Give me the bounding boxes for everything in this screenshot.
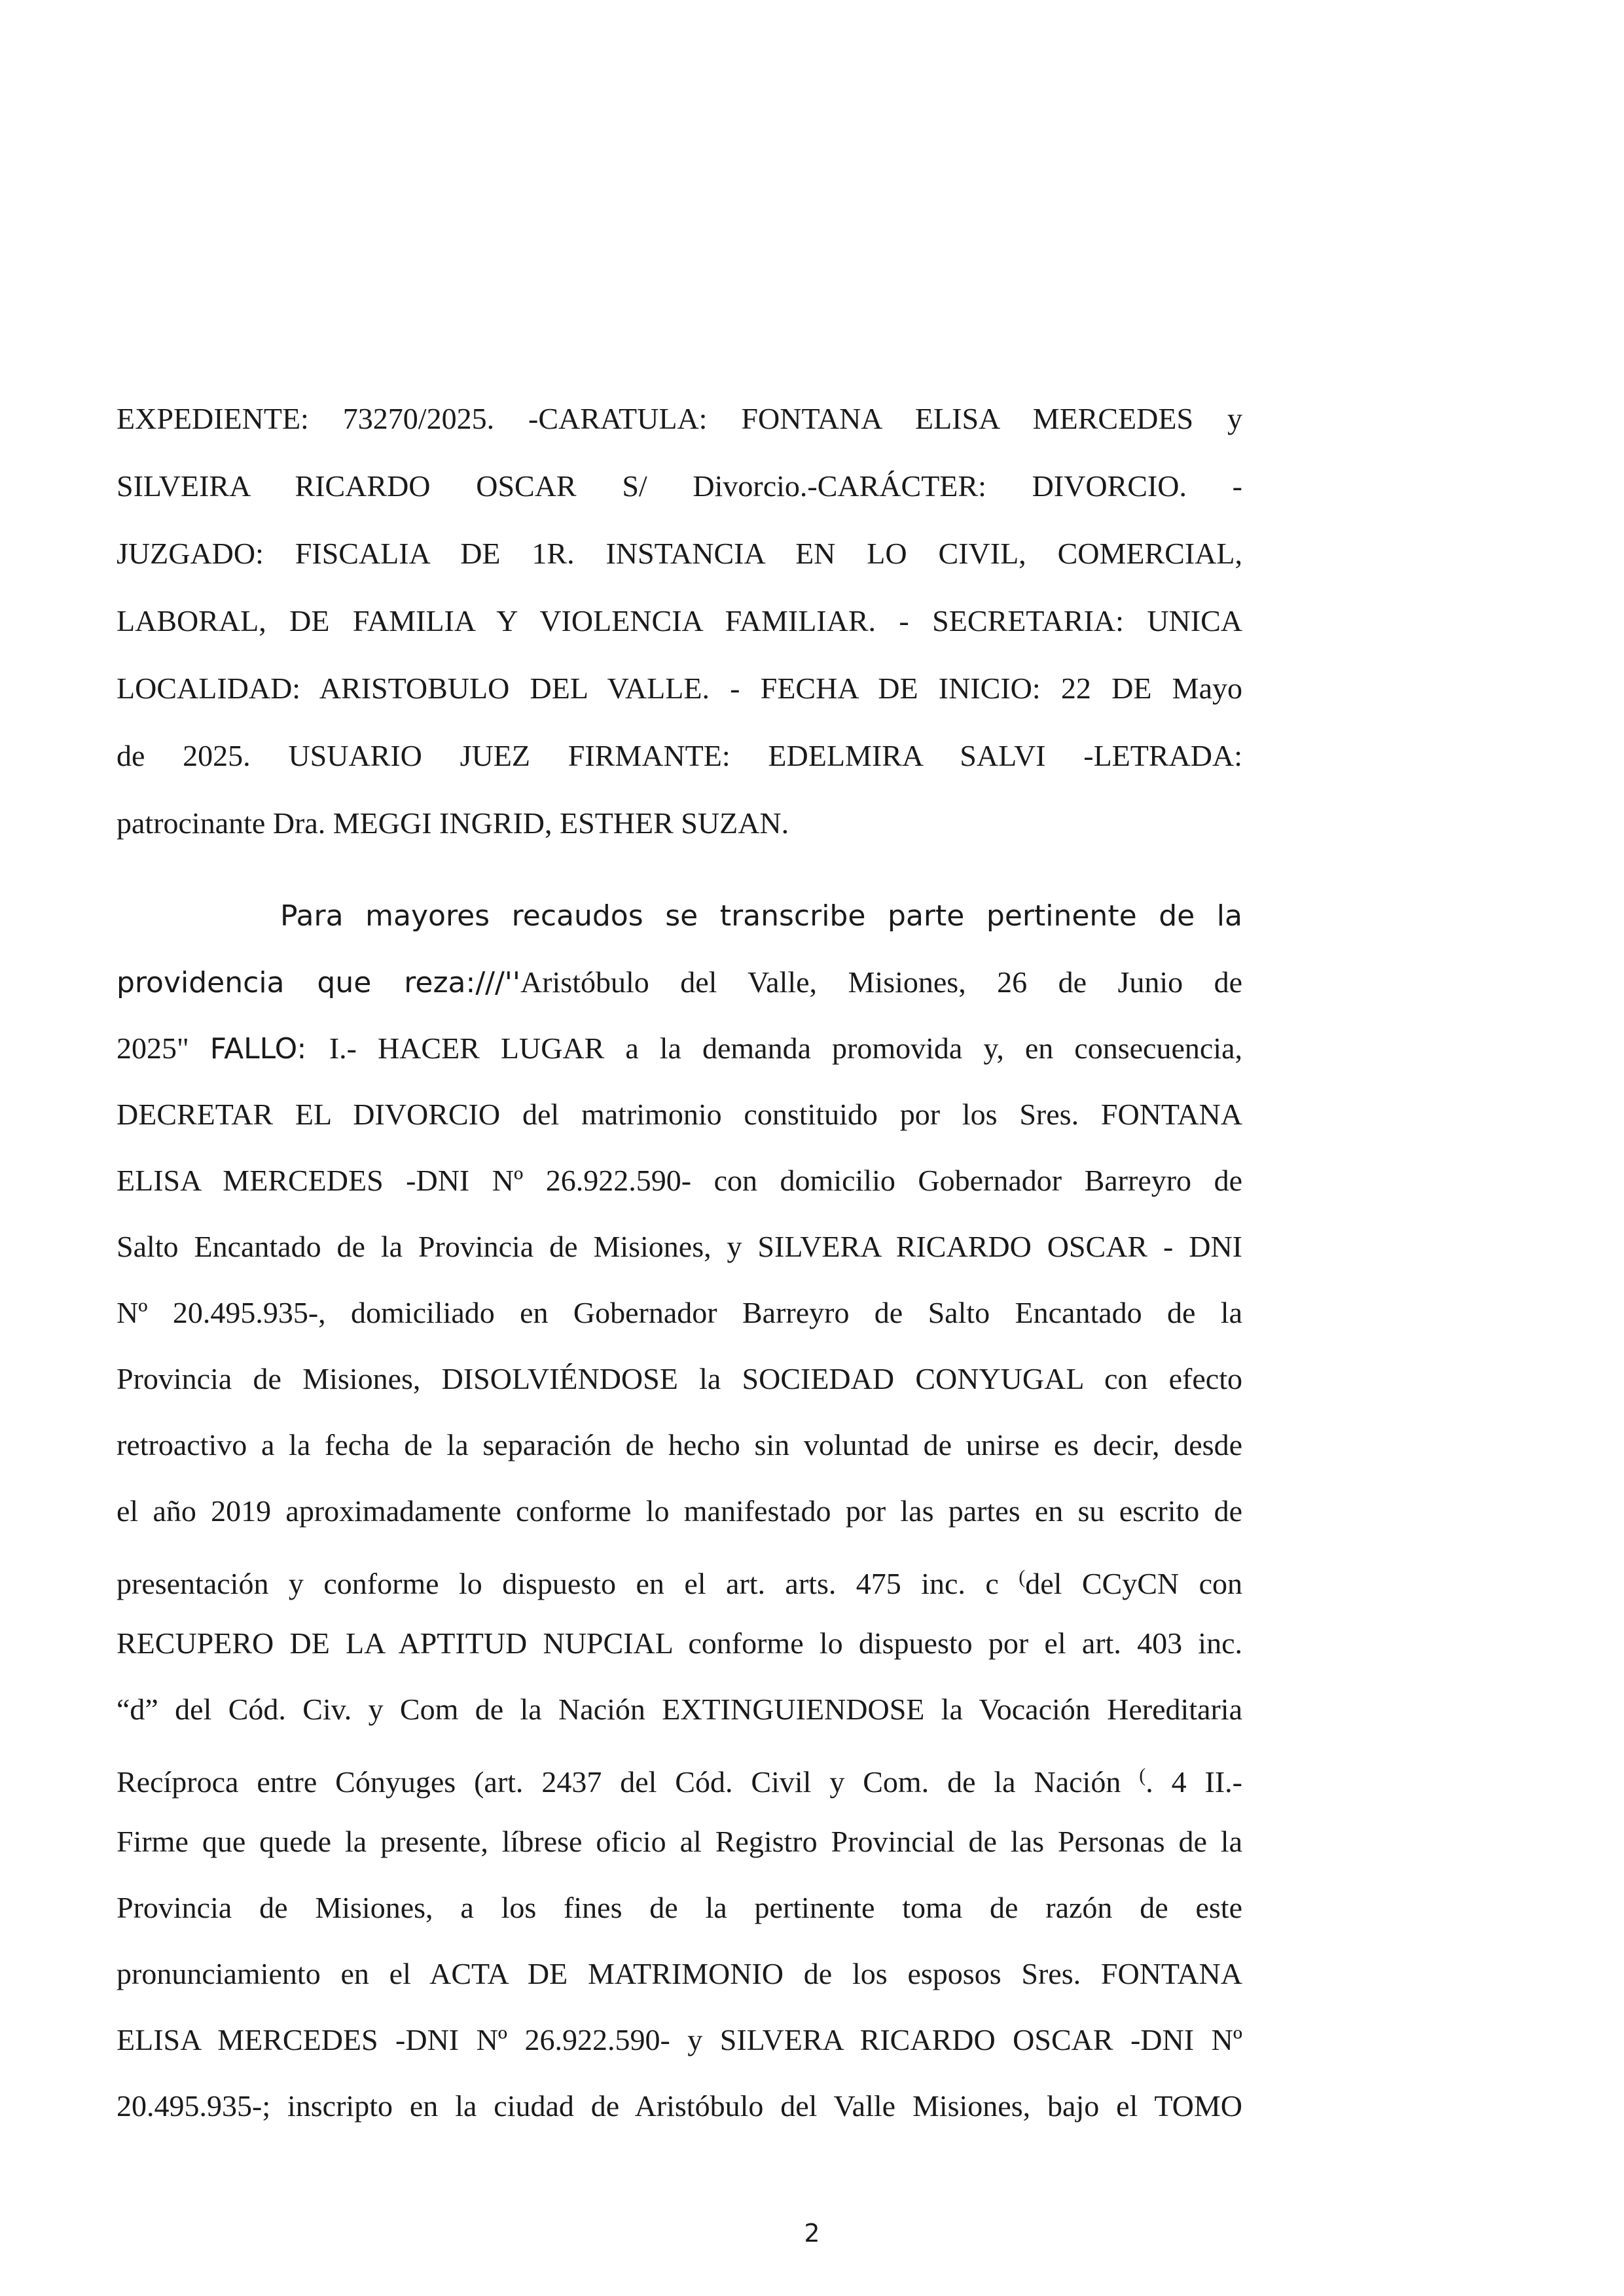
body-text: Recíproca entre Cónyuges (art. 2437 del Cód. Civil y Com. de la Nación (117, 1765, 1140, 1799)
body-line: 20.495.935-; inscripto en la ciudad de Aristóbulo del Valle Misiones, bajo el TOMO (117, 2089, 1242, 2123)
body-text: 2025" (117, 1031, 210, 1065)
body-line: Nº 20.495.935-, domiciliado en Gobernador Barreyro de Salto Encantado de la (117, 1296, 1242, 1329)
body-text: I.- HACER LUGAR a la demanda promovida y, en consecuencia, (329, 1031, 1242, 1065)
body-line (117, 1029, 1242, 1068)
header-line: de 2025. USUARIO JUEZ FIRMANTE: EDELMIRA SALVI -LETRADA: (117, 739, 1242, 772)
body-text: providencia que reza:///'' (117, 966, 520, 999)
body-line: pronunciamiento en el ACTA DE MATRIMONIO de los esposos Sres. FONTANA (117, 1957, 1242, 1990)
header-line: LOCALIDAD: ARISTOBULO DEL VALLE. - FECHA DE INICIO: 22 DE Mayo (117, 672, 1242, 705)
body-text: FALLO: (209, 1032, 329, 1066)
body-text: presentación y conforme lo dispuesto en el art. arts. 475 inc. c (117, 1567, 1019, 1600)
body-line: DECRETAR EL DIVORCIO del matrimonio constituido por los Sres. FONTANA (117, 1098, 1242, 1131)
header-line: SILVEIRA RICARDO OSCAR S/ Divorcio.-CARÁCTER: DIVORCIO. - (117, 469, 1242, 503)
body-line: ELISA MERCEDES -DNI Nº 26.922.590- y SILVERA RICARDO OSCAR -DNI Nº (117, 2023, 1242, 2056)
body-line: ELISA MERCEDES -DNI Nº 26.922.590- con domicilio Gobernador Barreyro de (117, 1164, 1242, 1197)
header-line: LABORAL, DE FAMILIA Y VIOLENCIA FAMILIAR. - SECRETARIA: UNICA (117, 604, 1242, 637)
header-line: EXPEDIENTE: 73270/2025. -CARATULA: FONTANA ELISA MERCEDES y (117, 402, 1242, 435)
body-line: Provincia de Misiones, a los fines de la pertinente toma de razón de este (117, 1891, 1242, 1924)
body-line: Para mayores recaudos se transcribe parte pertinente de la (280, 899, 1242, 933)
body-line: retroactivo a la fecha de la separación de hecho sin voluntad de unirse es decir, desde (117, 1428, 1242, 1462)
body-text: ( (1019, 1566, 1026, 1588)
body-line (117, 1756, 1242, 1799)
body-text: ( (1139, 1765, 1146, 1786)
body-line: Firme que quede la presente, líbrese oficio al Registro Provincial de las Personas de la (117, 1825, 1242, 1858)
header-line: JUZGADO: FISCALIA DE 1R. INSTANCIA EN LO CIVIL, COMERCIAL, (117, 537, 1242, 570)
body-line: “d” del Cód. Civ. y Com de la Nación EXTINGUIENDOSE la Vocación Hereditaria (117, 1693, 1242, 1726)
body-line: Provincia de Misiones, DISOLVIÉNDOSE la SOCIEDAD CONYUGAL con efecto (117, 1362, 1242, 1395)
body-text: . 4 II.- (1146, 1765, 1242, 1799)
page-number: 2 (804, 2219, 820, 2248)
body-line: RECUPERO DE LA APTITUD NUPCIAL conforme lo dispuesto por el art. 403 inc. (117, 1626, 1242, 1660)
body-line: el año 2019 aproximadamente conforme lo manifestado por las partes en su escrito de (117, 1494, 1242, 1528)
body-line: Salto Encantado de la Provincia de Misiones, y SILVERA RICARDO OSCAR - DNI (117, 1230, 1242, 1263)
body-line (117, 963, 1242, 1002)
body-text: del CCyCN con (1025, 1567, 1242, 1600)
body-line (117, 1558, 1242, 1600)
body-text: Aristóbulo del Valle, Misiones, 26 de Junio de (520, 965, 1242, 999)
header-line: patrocinante Dra. MEGGI INGRID, ESTHER SUZAN. (117, 806, 789, 840)
